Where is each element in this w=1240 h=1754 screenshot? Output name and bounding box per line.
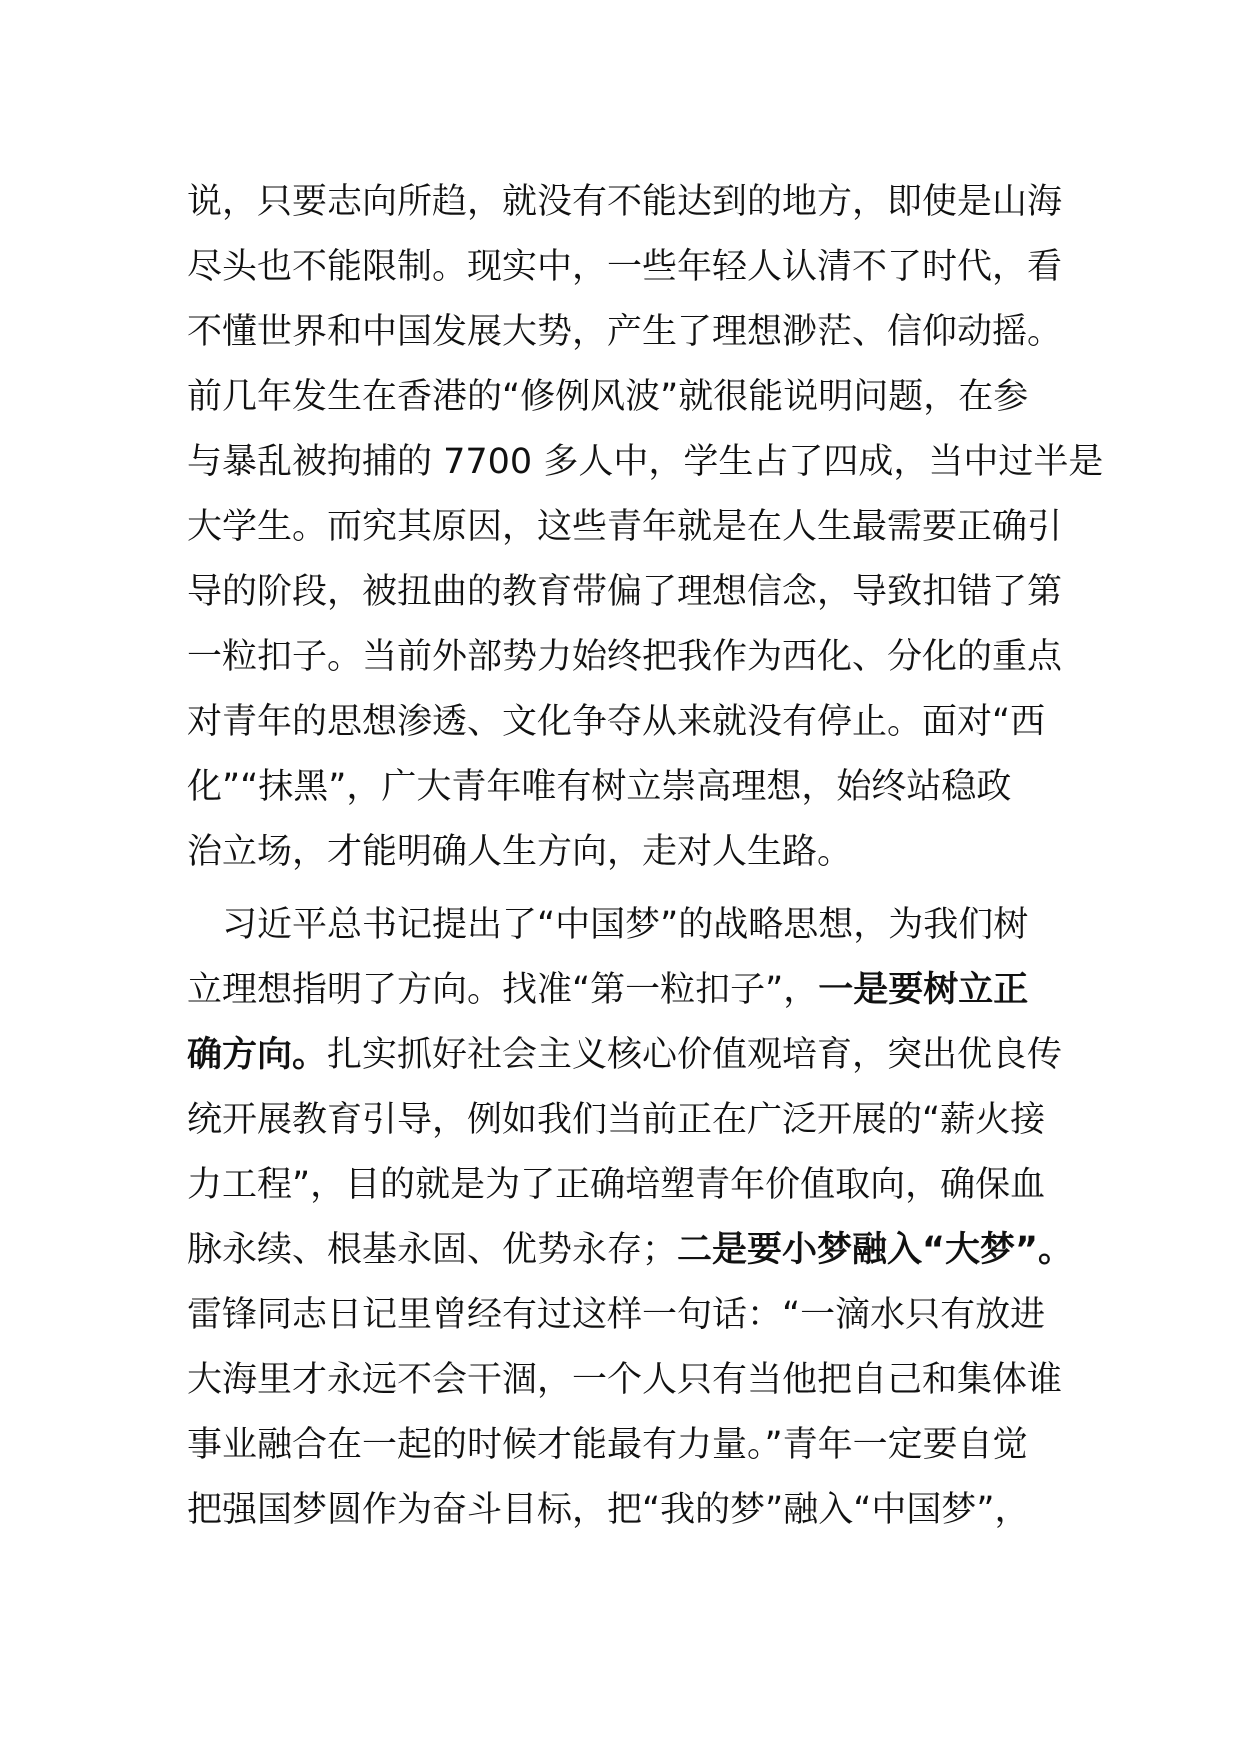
- text-run: 立理想指明了方向。找准“第一粒扣子”，: [187, 970, 819, 1010]
- bold-heading-run: 确方向。: [187, 1035, 328, 1075]
- paragraph-1: [187, 170, 1104, 885]
- text-line: 化”“抹黑”，广大青年唯有树立崇高理想，始终站稳政: [187, 767, 1012, 807]
- text-run: 脉永续、根基永固、优势永存；: [187, 1230, 678, 1270]
- text-line: [187, 958, 1087, 1023]
- paragraph-spacer: [187, 885, 1087, 893]
- text-line: 前几年发生在香港的“修例风波”就很能说明问题，在参: [187, 377, 1029, 417]
- paragraph-2: [187, 893, 1087, 1543]
- text-line: 尽头也不能限制。现实中，一些年轻人认清不了时代，看: [187, 247, 1063, 287]
- text-line: 雷锋同志日记里曾经有过这样一句话：“一滴水只有放进: [187, 1295, 1046, 1335]
- text-line: 治立场，才能明确人生方向，走对人生路。: [187, 832, 853, 872]
- text-line: 力工程”，目的就是为了正确培塑青年价值取向，确保血: [187, 1165, 1046, 1205]
- text-line: 与暴乱被拘捕的 7700 多人中，学生占了四成，当中过半是: [187, 442, 1104, 482]
- text-line: 不懂世界和中国发展大势，产生了理想渺茫、信仰动摇。: [187, 312, 1063, 352]
- document-body: [187, 170, 1104, 1543]
- text-line: 习近平总书记提出了“中国梦”的战略思想，为我们树: [187, 905, 1029, 945]
- bold-heading-run: 一是要树立正: [818, 970, 1029, 1010]
- text-line: 事业融合在一起的时候才能最有力量。”青年一定要自觉: [187, 1425, 1028, 1465]
- text-line: 把强国梦圆作为奋斗目标，把“我的梦”融入“中国梦”，: [187, 1490, 1030, 1530]
- text-line: 大学生。而究其原因，这些青年就是在人生最需要正确引: [187, 507, 1063, 547]
- text-line: 说，只要志向所趋，就没有不能达到的地方，即使是山海: [187, 182, 1063, 222]
- bold-heading-run: 二是要小梦融入“大梦”。: [677, 1230, 1074, 1270]
- text-line: 统开展教育引导，例如我们当前正在广泛开展的“薪火接: [187, 1100, 1046, 1140]
- text-line: 对青年的思想渗透、文化争夺从来就没有停止。面对“西: [187, 702, 1046, 742]
- text-line: 大海里才永远不会干涸，一个人只有当他把自己和集体谁: [187, 1360, 1063, 1400]
- text-run: 扎实抓好社会主义核心价值观培育，突出优良传: [327, 1035, 1063, 1075]
- text-line: 一粒扣子。当前外部势力始终把我作为西化、分化的重点: [187, 637, 1063, 677]
- text-line: [187, 1023, 1087, 1088]
- text-line: 导的阶段，被扭曲的教育带偏了理想信念，导致扣错了第: [187, 572, 1063, 612]
- text-line: [187, 1218, 1087, 1283]
